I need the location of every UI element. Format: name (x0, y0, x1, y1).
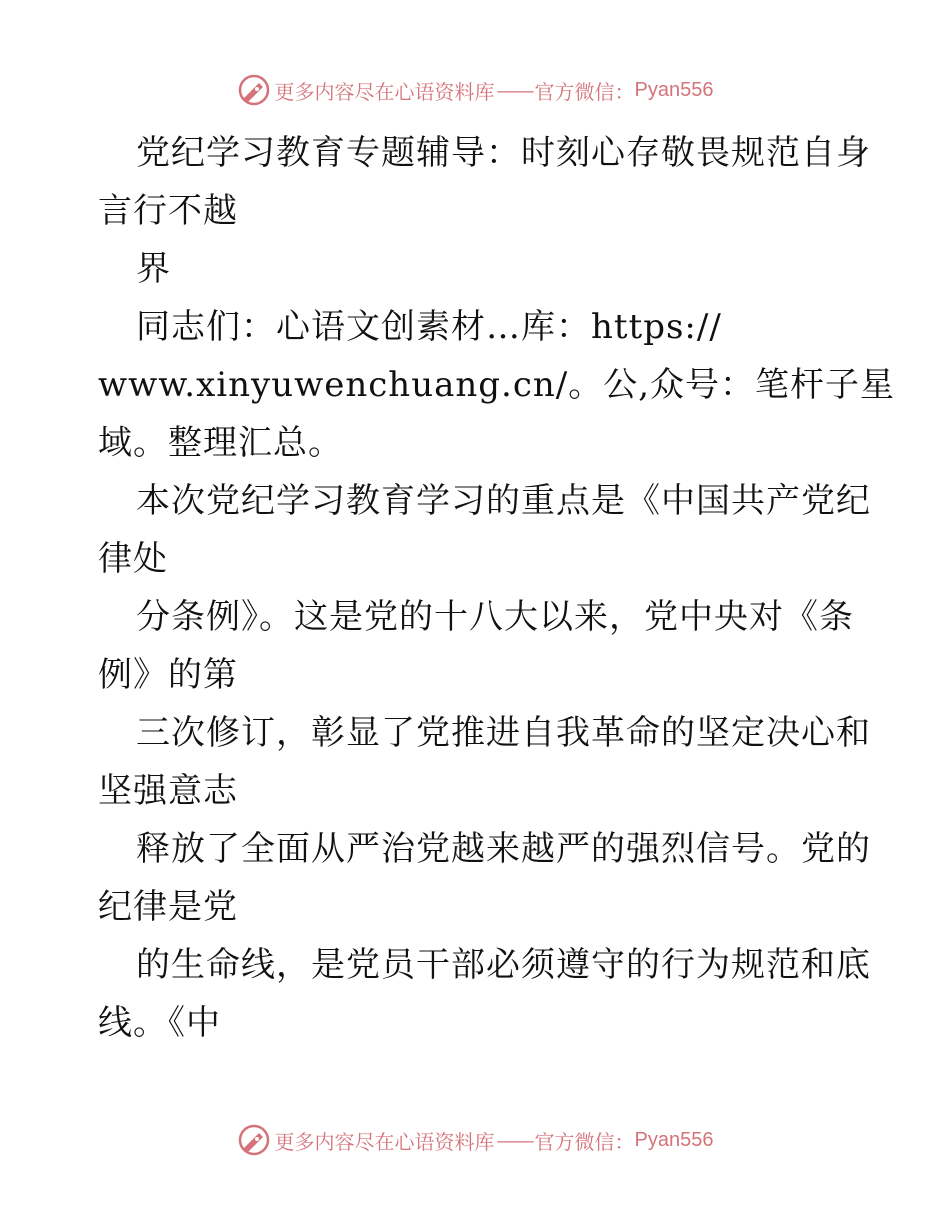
text-line-2: 言行不越 (98, 191, 238, 231)
text-line-13: 释放了全面从严治党越来越严的强烈信号。党的 (136, 829, 871, 869)
text-line-14: 纪律是党 (98, 887, 238, 927)
text-line-8: 律处 (98, 539, 168, 579)
text-line-1: 党纪学习教育专题辅导：时刻心存敬畏规范自身 (136, 133, 871, 173)
text-line-12: 坚强意志 (98, 771, 238, 811)
text-line-4: 同志们：心语文创素材…库：https:// (136, 307, 722, 347)
banner-separator: —— (496, 1128, 533, 1152)
text-line-10: 例》的第 (98, 655, 238, 695)
pen-nib-logo-icon (237, 73, 271, 107)
text-line-3: 界 (136, 249, 171, 289)
text-line-6: 域。整理汇总。 (98, 423, 343, 463)
text-line-15: 的生命线，是党员干部必须遵守的行为规范和底 (136, 945, 871, 985)
text-line-16: 线。《中 (98, 1003, 221, 1043)
text-line-7: 本次党纪学习教育学习的重点是《中国共产党纪 (136, 481, 871, 521)
document-body (98, 124, 896, 1052)
text-line-9: 分条例》。这是党的十八大以来，党中央对《条 (136, 597, 854, 637)
footer-watermark (0, 1120, 950, 1160)
text-line-11: 三次修订，彰显了党推进自我革命的坚定决心和 (136, 713, 871, 753)
banner-wechat-label: 官方微信： (534, 79, 635, 104)
pen-nib-logo-icon (237, 1123, 271, 1157)
banner-separator: —— (496, 78, 533, 102)
banner-wechat-id: Pyan556 (634, 1128, 714, 1151)
banner-wechat-label: 官方微信： (534, 1129, 635, 1154)
banner-text: 更多内容尽在心语资料库 (274, 79, 495, 104)
text-line-5: www.xinyuwenchuang.cn/。公,众号：笔杆子星 (98, 365, 896, 405)
header-watermark (0, 70, 950, 110)
banner-text: 更多内容尽在心语资料库 (274, 1129, 495, 1154)
banner-wechat-id: Pyan556 (634, 78, 714, 101)
